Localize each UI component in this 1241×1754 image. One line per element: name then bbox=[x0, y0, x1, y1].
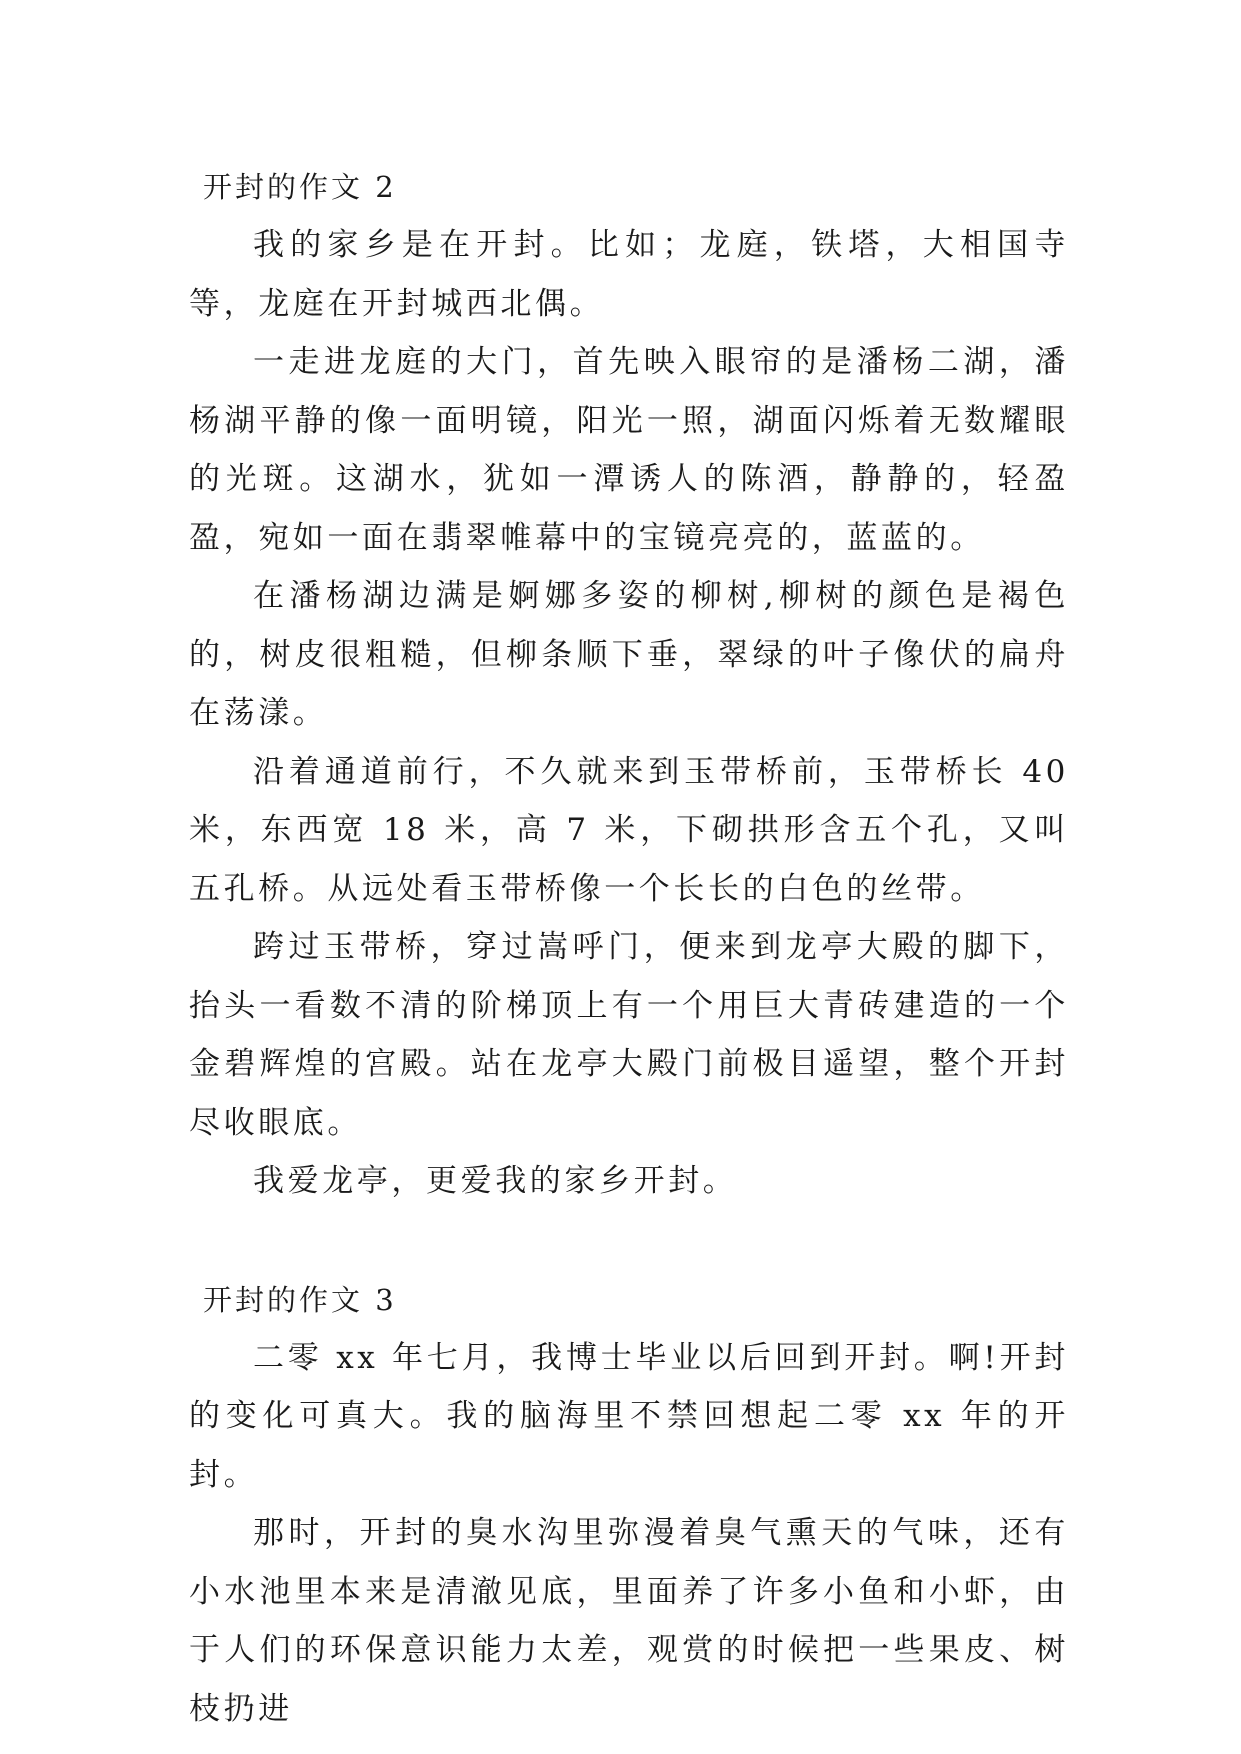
paragraph: 我爱龙亭，更爱我的家乡开封。 bbox=[253, 1163, 738, 1199]
paragraph: 在潘杨湖边满是婀娜多姿的柳树,柳树的颜色是褐色的，树皮很粗糙，但柳条顺下垂，翠绿的叶子像伏的扁舟在荡漾。 bbox=[189, 578, 1069, 731]
section-spacer bbox=[189, 1211, 1069, 1271]
section-title: 开封的作文 2 bbox=[203, 170, 397, 204]
paragraph: 我的家乡是在开封。比如；龙庭，铁塔，大相国寺等，龙庭在开封城西北偶。 bbox=[189, 227, 1069, 322]
section-title: 开封的作文 3 bbox=[203, 1282, 397, 1317]
paragraph: 沿着通道前行，不久就来到玉带桥前，玉带桥长 40 米，东西宽 18 米，高 7 米，下砌拱形含五个孔，又叫五孔桥。从远处看玉带桥像一个长长的白色的丝带。 bbox=[189, 753, 1069, 907]
paragraph: 二零 xx 年七月，我博士毕业以后回到开封。啊!开封的变化可真大。我的脑海里不禁回想起二零 xx 年的开封。 bbox=[189, 1339, 1069, 1493]
paragraph: 一走进龙庭的大门，首先映入眼帘的是潘杨二湖，潘杨湖平静的像一面明镜，阳光一照，湖面闪烁着无数耀眼的光斑。这湖水，犹如一潭诱人的陈酒，静静的，轻盈盈，宛如一面在翡翠帷幕中的宝镜亮亮的，蓝蓝的。 bbox=[189, 344, 1069, 556]
paragraph: 那时，开封的臭水沟里弥漫着臭气熏天的气味，还有小水池里本来是清澈见底，里面养了许多小鱼和小虾，由于人们的环保意识能力太差，观赏的时候把一些果皮、树枝扔进 bbox=[189, 1515, 1069, 1727]
document-body bbox=[189, 158, 1069, 1738]
essay-section-3 bbox=[189, 1271, 1069, 1739]
essay-section-2 bbox=[189, 158, 1069, 1211]
paragraph: 跨过玉带桥，穿过嵩呼门，便来到龙亭大殿的脚下，抬头一看数不清的阶梯顶上有一个用巨大青砖建造的一个金碧辉煌的宫殿。站在龙亭大殿门前极目遥望，整个开封尽收眼底。 bbox=[189, 929, 1069, 1141]
